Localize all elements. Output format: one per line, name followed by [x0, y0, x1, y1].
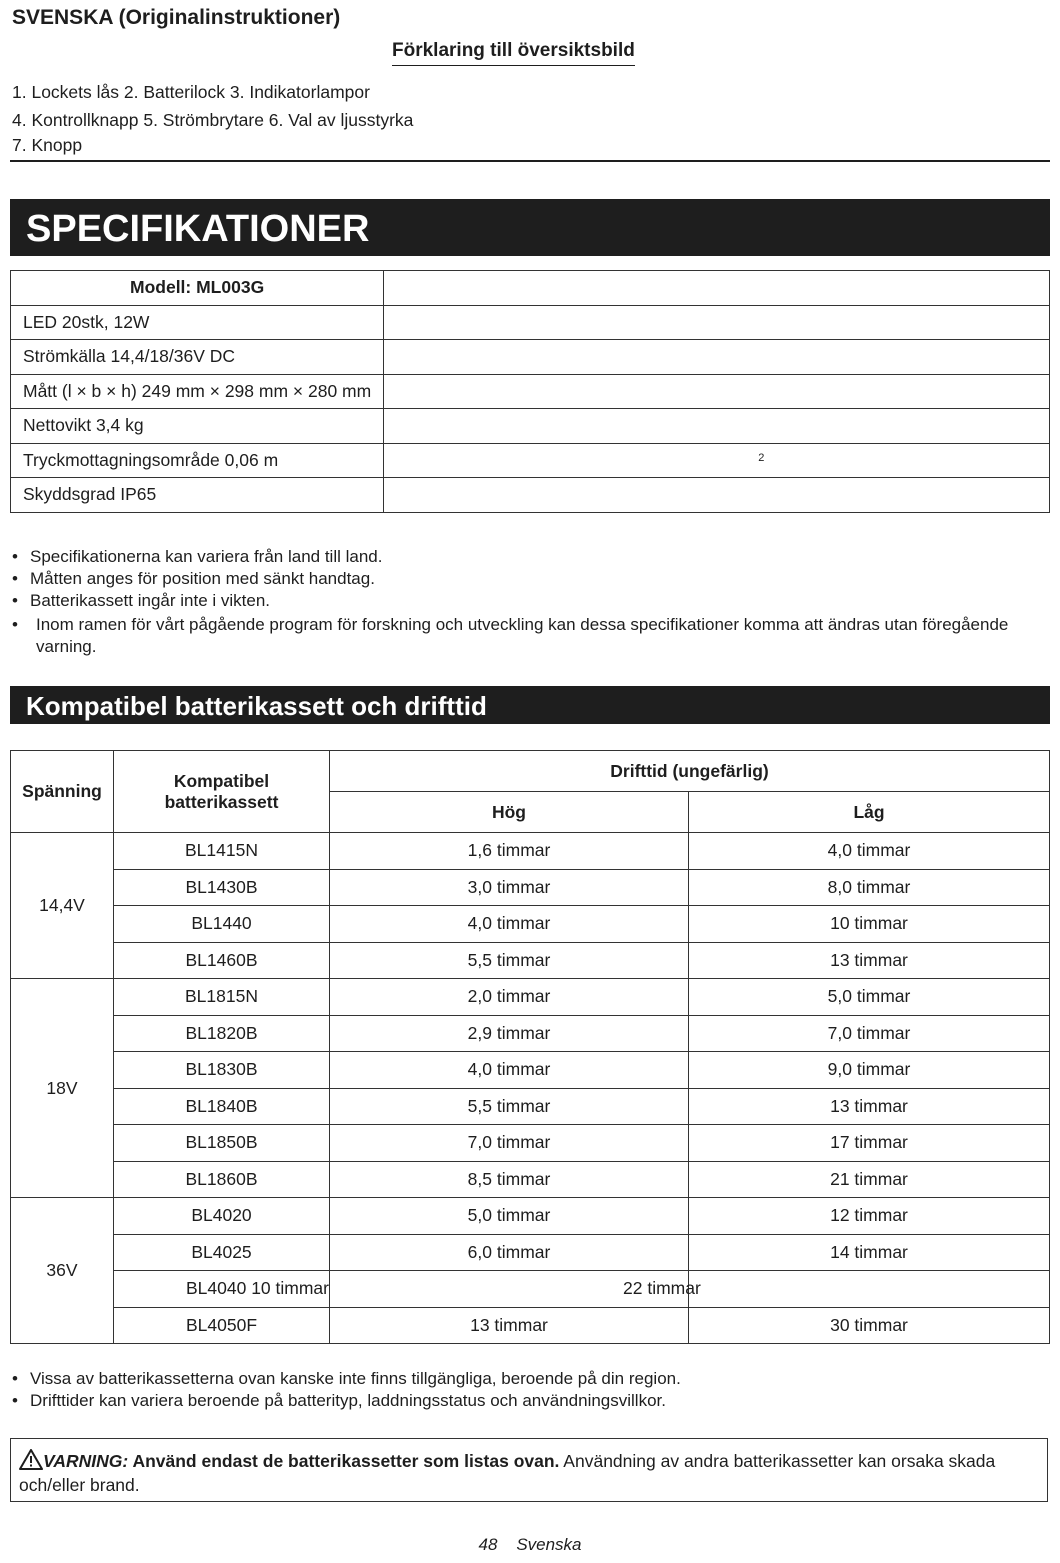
- warning-bold-text: Använd endast de batterikassetter som listas ovan.: [128, 1451, 560, 1471]
- section-divider: [10, 160, 1050, 162]
- specifications-heading: SPECIFIKATIONER: [10, 199, 1050, 256]
- table-row: [11, 340, 1050, 375]
- table-row: BL1850B 7,0 timmar 17 timmar: [11, 1125, 1050, 1162]
- page-footer: [0, 1535, 1060, 1555]
- header-low: Låg: [689, 792, 1050, 833]
- spec-protection: Skyddsgrad IP65: [11, 478, 384, 513]
- table-row: 36V BL4020 5,0 timmar 12 timmar: [11, 1198, 1050, 1235]
- table-row: BL4025 6,0 timmar 14 timmar: [11, 1234, 1050, 1271]
- warning-label: VARNING:: [43, 1451, 129, 1471]
- page-number: 48: [478, 1535, 498, 1554]
- warning-box: [10, 1438, 1048, 1502]
- table-row: BL4040 10 timmar 22 timmar: [11, 1271, 1050, 1308]
- table-row: 14,4V BL1415N 1,6 timmar 4,0 timmar: [11, 833, 1050, 870]
- voltage-cell: 36V: [11, 1198, 114, 1344]
- warning-text: Användning av andra batterikassetter kan orsaka skada och/eller brand.: [19, 1451, 996, 1495]
- header-high: Hög: [330, 792, 689, 833]
- specification-notes: [12, 546, 1042, 658]
- list-item: • Vissa av batterikassetterna ovan kanske inte finns tillgängliga, beroende på din region.: [12, 1369, 681, 1388]
- table-row: [11, 271, 1050, 306]
- spec-led: LED 20stk, 12W: [11, 305, 384, 340]
- table-row: BL1830B 4,0 timmar 9,0 timmar: [11, 1052, 1050, 1089]
- table-row: BL1820B 2,9 timmar 7,0 timmar: [11, 1015, 1050, 1052]
- warning-triangle-icon: [19, 1449, 43, 1470]
- battery-heading: Kompatibel batterikassett och drifttid: [10, 686, 1050, 724]
- table-row: BL4050F 13 timmar 30 timmar: [11, 1307, 1050, 1344]
- legend-line: 4. Kontrollknapp 5. Strömbrytare 6. Val av ljusstyrka: [12, 110, 414, 130]
- battery-notes: [12, 1368, 1042, 1412]
- list-item: • Måtten anges för position med sänkt handtag.: [12, 569, 375, 588]
- table-row: BL1860B 8,5 timmar 21 timmar: [11, 1161, 1050, 1198]
- table-row: [11, 478, 1050, 513]
- table-row: BL1460B 5,5 timmar 13 timmar: [11, 942, 1050, 979]
- list-item: • Inom ramen för vårt pågående program för forskning och utveckling kan dessa specifikationer komma att ändras utan föregående varning.: [12, 615, 1009, 656]
- language-title: SVENSKA (Originalinstruktioner): [12, 6, 341, 29]
- header-cartridge: Kompatibel batterikassett: [114, 751, 330, 833]
- spec-pressure-area: Tryckmottagningsområde 0,06 m: [11, 443, 384, 478]
- table-row: BL1430B 3,0 timmar 8,0 timmar: [11, 869, 1050, 906]
- header-runtime: Drifttid (ungefärlig): [330, 751, 1050, 792]
- legend-line: 7. Knopp: [12, 135, 83, 155]
- legend-line: 1. Lockets lås 2. Batterilock 3. Indikatorlampor: [12, 82, 370, 102]
- table-row: [11, 374, 1050, 409]
- table-row: [11, 443, 1050, 478]
- table-row: [11, 305, 1050, 340]
- overview-title: Förklaring till översiktsbild: [392, 40, 635, 66]
- runtime-table: [10, 750, 1050, 1344]
- footer-language: Svenska: [516, 1535, 582, 1554]
- voltage-cell: 18V: [11, 979, 114, 1198]
- table-row: BL1840B 5,5 timmar 13 timmar: [11, 1088, 1050, 1125]
- specifications-table: [10, 270, 1050, 513]
- table-row: [11, 409, 1050, 444]
- model-cell: Modell: ML003G: [11, 271, 384, 306]
- voltage-cell: 14,4V: [11, 833, 114, 979]
- superscript-2: 2: [758, 451, 765, 464]
- header-voltage: Spänning: [11, 751, 114, 833]
- list-item: • Drifttider kan variera beroende på batterityp, laddningsstatus och användningsvillkor.: [12, 1391, 666, 1410]
- table-header-row: [11, 751, 1050, 792]
- table-row: BL1440 4,0 timmar 10 timmar: [11, 906, 1050, 943]
- list-item: • Specifikationerna kan variera från land till land.: [12, 547, 383, 566]
- table-row: 18V BL1815N 2,0 timmar 5,0 timmar: [11, 979, 1050, 1016]
- list-item: • Batterikassett ingår inte i vikten.: [12, 591, 271, 610]
- spec-dimensions: Mått (l × b × h) 249 mm × 298 mm × 280 mm: [11, 374, 384, 409]
- spec-power-source: Strömkälla 14,4/18/36V DC: [11, 340, 384, 375]
- spec-net-weight: Nettovikt 3,4 kg: [11, 409, 384, 444]
